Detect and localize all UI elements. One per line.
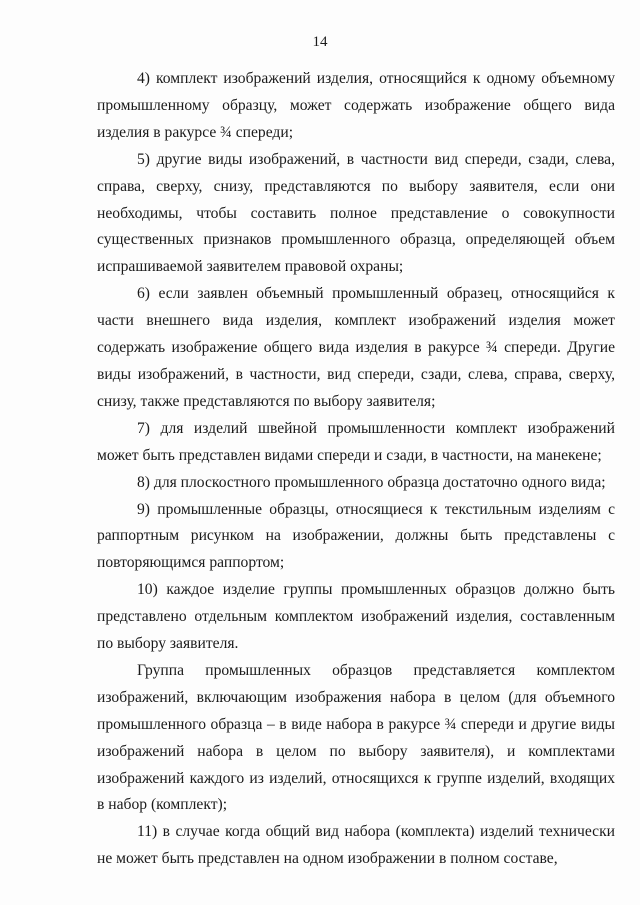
paragraph-item-9: 9) промышленные образцы, относящиеся к текстильным изделиям с раппортным рисунком на изображении, должны быть представлены с повторяющимся раппортом; xyxy=(97,500,615,572)
paragraph-group-description: Группа промышленных образцов представляется комплектом изображений, включающим изображения набора в целом (для объемного промышленного образца – в виде набора в ракурсе ¾ спереди и другие виды изображений набора в целом по выбору заявителя), и комплектами изображений каждого из изделий, относящихся к группе изделий, входящих в набор (комплект); xyxy=(97,661,615,814)
paragraph-item-6: 6) если заявлен объемный промышленный образец, относящийся к части внешнего вида изделия, комплект изображений изделия может содержать изображение общего вида изделия в ракурсе ¾ спереди. Другие виды изображений, в частности, вид спереди, сзади, слева, справа, сверху, снизу, также представляются по выбору заявителя; xyxy=(97,285,615,410)
paragraph-item-4: 4) комплект изображений изделия, относящийся к одному объемному промышленному образцу, может содержать изображение общего вида изделия в ракурсе ¾ спереди; xyxy=(97,70,615,141)
paragraph-item-8: 8) для плоскостного промышленного образца достаточно одного вида; xyxy=(137,473,606,491)
paragraph-item-5: 5) другие виды изображений, в частности вид спереди, сзади, слева, справа, сверху, снизу, представляются по выбору заявителя, если они необходимы, чтобы составить полное представление о совокупности существенных признаков промышленного образца, определяющей объем испрашиваемой заявителем правовой охраны; xyxy=(97,150,615,276)
page-number: 14 xyxy=(312,34,328,50)
paragraph-item-7: 7) для изделий швейной промышленности комплект изображений может быть представлен видами спереди и сзади, в частности, на манекене; xyxy=(97,419,615,464)
document-body xyxy=(97,66,615,873)
paragraph-item-11: 11) в случае когда общий вид набора (комплекта) изделий технически не может быть представлен на одном изображении в полном составе, xyxy=(97,823,615,868)
paragraph-item-10: 10) каждое изделие группы промышленных образцов должно быть представлено отдельным комплектом изображений изделия, составленным по выбору заявителя. xyxy=(97,581,615,653)
